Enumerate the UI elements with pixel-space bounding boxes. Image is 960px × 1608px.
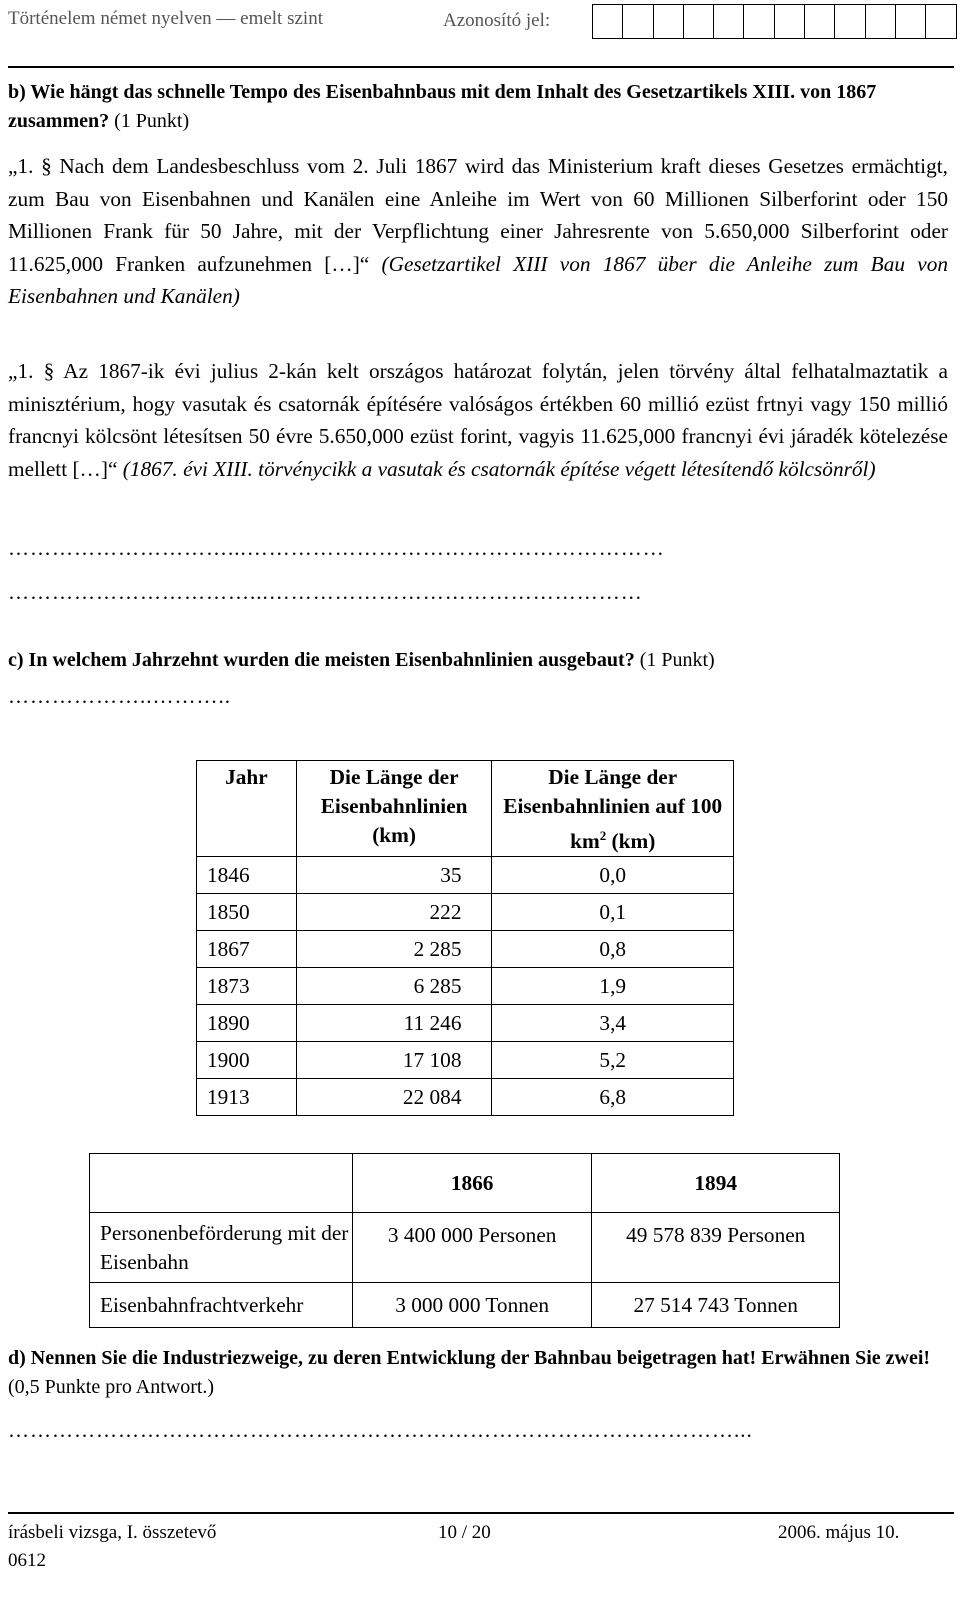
footer-date: 2006. május 10. bbox=[778, 1522, 900, 1543]
header-rule bbox=[8, 66, 954, 68]
answer-line-c[interactable]: ………………..……….. bbox=[8, 684, 231, 708]
source-german-citation: (Gesetzartikel XIII von 1867 über die Anleihe zum Bau von Eisenbahnen und Kanälen) bbox=[8, 251, 948, 308]
cell-passenger-1866: 3 400 000 Personen bbox=[352, 1213, 592, 1283]
table-row bbox=[197, 1042, 734, 1079]
transport-table bbox=[89, 1153, 840, 1328]
cell-length: 2 285 bbox=[296, 931, 492, 968]
cell-density: 0,1 bbox=[492, 894, 734, 931]
question-c-points: (1 Punkt) bbox=[639, 649, 715, 671]
cell-length: 11 246 bbox=[296, 1005, 492, 1042]
header-density: Die Länge der Eisenbahnlinien auf 100 $km^2$ (km) bbox=[492, 761, 734, 857]
cell-year: 1846 bbox=[197, 857, 297, 894]
table-row bbox=[197, 894, 734, 931]
id-box[interactable] bbox=[714, 5, 744, 38]
id-box[interactable] bbox=[866, 5, 896, 38]
source-hungarian bbox=[8, 355, 948, 485]
header-year-1866: 1866 bbox=[352, 1154, 592, 1213]
source-german bbox=[8, 150, 948, 313]
table-header-row bbox=[90, 1154, 840, 1213]
header-year: Jahr bbox=[197, 761, 297, 857]
cell-density: 0,0 bbox=[492, 857, 734, 894]
id-box[interactable] bbox=[805, 5, 835, 38]
cell-density: 6,8 bbox=[492, 1079, 734, 1116]
cell-density: 5,2 bbox=[492, 1042, 734, 1079]
cell-length: 222 bbox=[296, 894, 492, 931]
question-b bbox=[8, 78, 948, 136]
question-d-text: d) Nennen Sie die Industriezweige, zu deren Entwicklung der Bahnbau beigetragen hat! Erwähnen Sie zwei! bbox=[8, 1347, 931, 1369]
table-row bbox=[90, 1283, 840, 1328]
table-row bbox=[197, 1005, 734, 1042]
table-row bbox=[197, 968, 734, 1005]
source-hungarian-text: „1. § Az 1867-ik évi julius 2-kán kelt országos határozat folytán, jelen törvény által felhatalmaztatik a minisztérium, hogy vasutak és csatornák építésére valóságos értékben 60 millió ezüst frtnyi vagy 150 millió francnyi kölcsönt létesítsen 50 évre 5.650,000 ezüst forint, vagyis 11.625,000 francnyi évi járadék kötelezése mellett […]“ bbox=[8, 359, 948, 481]
source-hungarian-citation: (1867. évi XIII. törvénycikk a vasutak és csatornák építése végett létesítendő kölcsönről) bbox=[122, 456, 876, 481]
cell-freight-1894: 27 514 743 Tonnen bbox=[592, 1283, 840, 1328]
header-empty bbox=[90, 1154, 353, 1213]
cell-length: 6 285 bbox=[296, 968, 492, 1005]
question-b-points: (1 Punkt) bbox=[114, 110, 190, 132]
question-b-text: b) Wie hängt das schnelle Tempo des Eisenbahnbaus mit dem Inhalt des Gesetzartikels XIII. von 1867 zusammen? bbox=[8, 81, 877, 132]
id-box[interactable] bbox=[623, 5, 653, 38]
railway-length-table bbox=[196, 760, 734, 1116]
question-d bbox=[8, 1344, 948, 1402]
table-header-row bbox=[197, 761, 734, 857]
cell-length: 22 084 bbox=[296, 1079, 492, 1116]
cell-density: 1,9 bbox=[492, 968, 734, 1005]
question-c bbox=[8, 646, 948, 675]
id-box[interactable] bbox=[896, 5, 926, 38]
cell-year: 1890 bbox=[197, 1005, 297, 1042]
cell-year: 1900 bbox=[197, 1042, 297, 1079]
cell-freight-1866: 3 000 000 Tonnen bbox=[352, 1283, 592, 1328]
source-german-text: „1. § Nach dem Landesbeschluss vom 2. Juli 1867 wird das Ministerium kraft dieses Gesetzes ermächtigt, zum Bau von Eisenbahnen und Kanälen eine Anleihe im Wert von 60 Millionen Silberforint oder 150 Millionen Frank für 50 Jahre, mit der Verpflichtung einer Jahresrente von 5.650,000 Silberforint oder 11.625,000 Franken aufzunehmen […]“ bbox=[8, 154, 948, 276]
exam-title: Történelem német nyelven — emelt szint bbox=[8, 8, 323, 29]
row-label-passenger: Personenbeförderung mit der Eisenbahn bbox=[90, 1213, 353, 1283]
question-c-text: c) In welchem Jahrzehnt wurden die meisten Eisenbahnlinien ausgebaut? bbox=[8, 649, 635, 671]
header-year-1894: 1894 bbox=[592, 1154, 840, 1213]
cell-year: 1850 bbox=[197, 894, 297, 931]
id-box[interactable] bbox=[593, 5, 623, 38]
id-boxes[interactable] bbox=[592, 4, 957, 39]
table-row bbox=[197, 857, 734, 894]
footer-code: 0612 bbox=[8, 1550, 46, 1571]
cell-year: 1913 bbox=[197, 1079, 297, 1116]
cell-year: 1873 bbox=[197, 968, 297, 1005]
id-label: Azonosító jel: bbox=[443, 10, 551, 31]
table-row bbox=[197, 1079, 734, 1116]
id-box[interactable] bbox=[654, 5, 684, 38]
answer-line-b2[interactable]: ……………………………...…………………………………………… bbox=[8, 580, 643, 604]
answer-line-d[interactable]: ………………………………………………………………………………………... bbox=[8, 1418, 753, 1442]
id-box[interactable] bbox=[684, 5, 714, 38]
cell-length: 35 bbox=[296, 857, 492, 894]
question-d-points: (0,5 Punkte pro Antwort.) bbox=[8, 1376, 215, 1398]
table-row bbox=[90, 1213, 840, 1283]
cell-density: 3,4 bbox=[492, 1005, 734, 1042]
page-number: 10 / 20 bbox=[438, 1522, 491, 1543]
cell-length: 17 108 bbox=[296, 1042, 492, 1079]
answer-line-b1[interactable]: …………………………...………………………………………………… bbox=[8, 536, 665, 560]
table-row bbox=[197, 931, 734, 968]
id-box[interactable] bbox=[775, 5, 805, 38]
id-box[interactable] bbox=[835, 5, 865, 38]
row-label-freight: Eisenbahnfrachtverkehr bbox=[90, 1283, 353, 1328]
cell-passenger-1894: 49 578 839 Personen bbox=[592, 1213, 840, 1283]
cell-density: 0,8 bbox=[492, 931, 734, 968]
footer-exam-part: írásbeli vizsga, I. összetevő bbox=[8, 1522, 217, 1543]
id-box[interactable] bbox=[744, 5, 774, 38]
header-length: Die Länge der Eisenbahnlinien (km) bbox=[296, 761, 492, 857]
cell-year: 1867 bbox=[197, 931, 297, 968]
footer-rule bbox=[8, 1512, 954, 1514]
id-box[interactable] bbox=[926, 5, 955, 38]
